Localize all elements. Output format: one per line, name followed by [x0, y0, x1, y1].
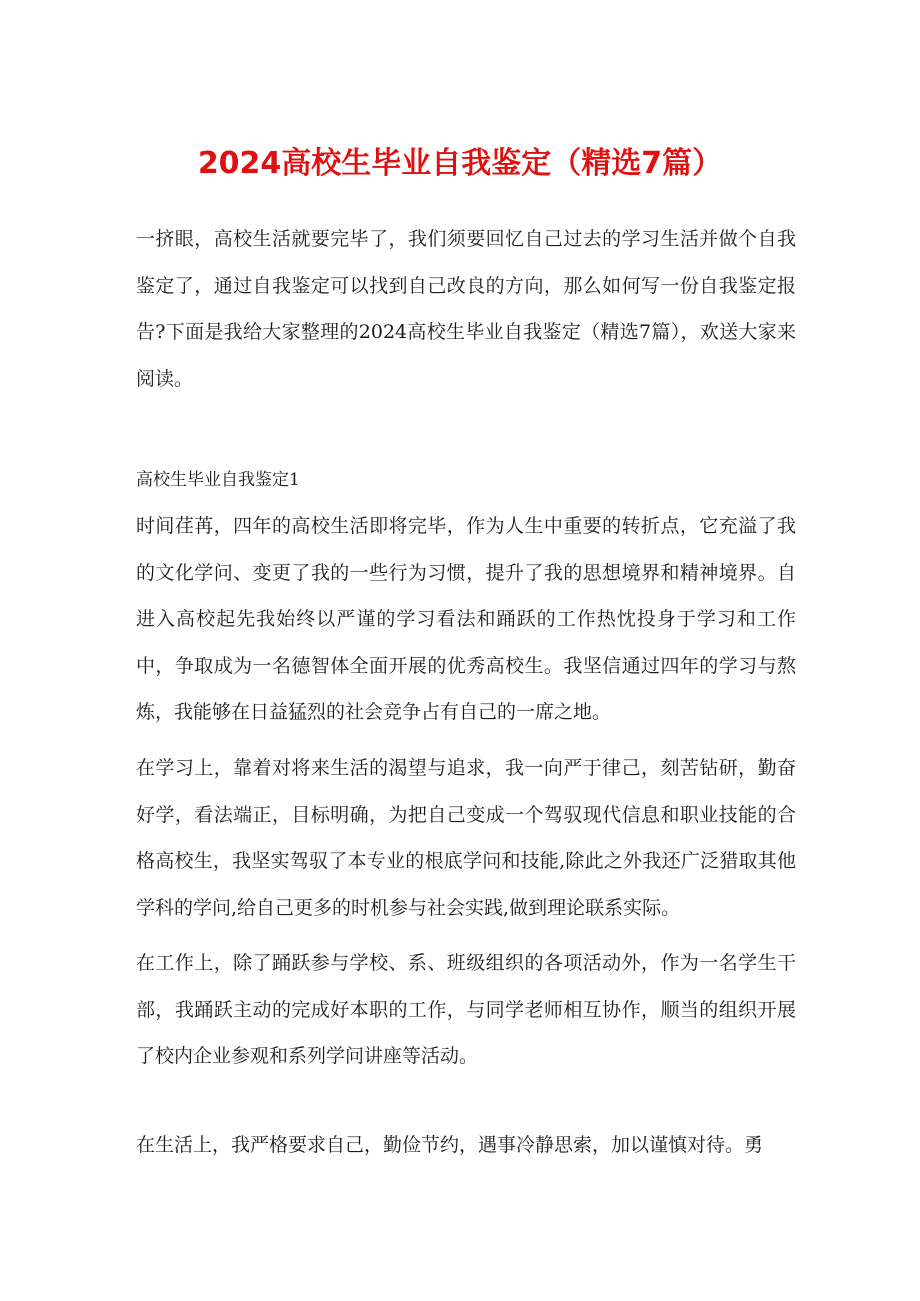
body-paragraph: 在工作上，除了踊跃参与学校、系、班级组织的各项活动外，作为一名学生干部，我踊跃主动的完成好本职的工作，与同学老师相互协作，顺当的组织开展了校内企业参观和系列学问讲座等活动。 [136, 952, 796, 1067]
section-heading: 高校生毕业自我鉴定1 [136, 470, 300, 490]
body-paragraph: 在学习上，靠着对将来生活的渴望与追求，我一向严于律己，刻苦钻研，勤奋好学，看法端正，目标明确，为把自己变成一个驾驭现代信息和职业技能的合格高校生，我坚实驾驭了本专业的根底学问和技能,除此之外我还广泛猎取其他学科的学问,给自己更多的时机参与社会实践,做到理论联系实际。 [136, 757, 796, 919]
document-title: 2024高校生毕业自我鉴定（精选7篇） [197, 146, 723, 181]
intro-paragraph: 一挤眼，高校生活就要完毕了，我们须要回忆自己过去的学习生活并做个自我鉴定了，通过自我鉴定可以找到自己改良的方向，那么如何写一份自我鉴定报告?下面是我给大家整理的2024高校生毕业自我鉴定（精选7篇），欢送大家来阅读。 [136, 228, 796, 390]
body-paragraph: 在生活上，我严格要求自己，勤俭节约，遇事冷静思索，加以谨慎对待。勇 [136, 1134, 764, 1156]
body-paragraph: 时间荏苒，四年的高校生活即将完毕，作为人生中重要的转折点，它充溢了我的文化学问、变更了我的一些行为习惯，提升了我的思想境界和精神境界。自进入高校起先我始终以严谨的学习看法和踊跃的工作热忱投身于学习和工作中，争取成为一名德智体全面开展的优秀高校生。我坚信通过四年的学习与熬炼，我能够在日益猛烈的社会竞争占有自己的一席之地。 [136, 515, 796, 723]
